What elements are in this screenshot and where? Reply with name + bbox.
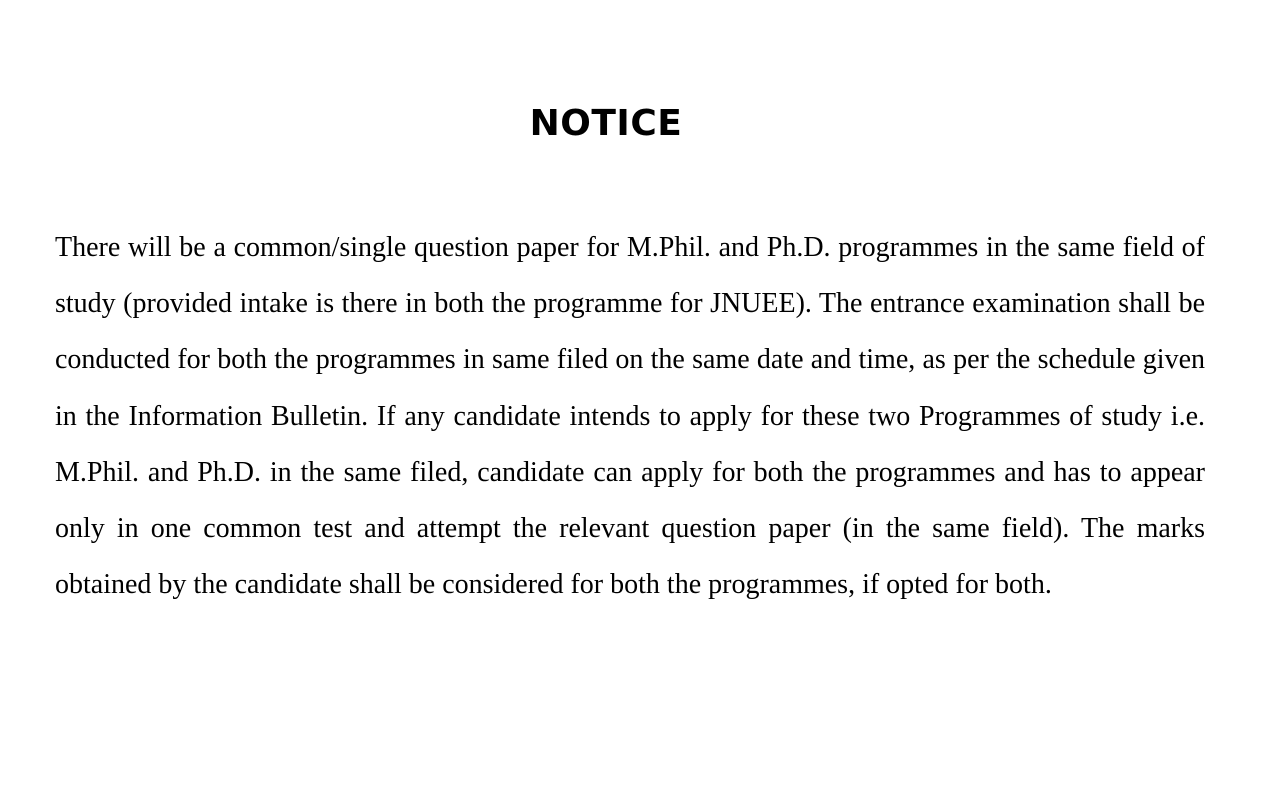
notice-body: There will be a common/single question paper for M.Phil. and Ph.D. programmes in the same field of study (provided intake is there in both the programme for JNUEE). The entrance examination shall be conducted for both the programmes in same filed on the same date and time, as per the schedule given in the Information Bulletin. If any candidate intends to apply for these two Programmes of study i.e. M.Phil. and Ph.D. in the same filed, candidate can apply for both the programmes and has to appear only in one common test and attempt the relevant question paper (in the same field). The marks obtained by the candidate shall be considered for both the programmes, if opted for both. xyxy=(55,232,1205,601)
notice-title: NOTICE xyxy=(529,103,683,144)
